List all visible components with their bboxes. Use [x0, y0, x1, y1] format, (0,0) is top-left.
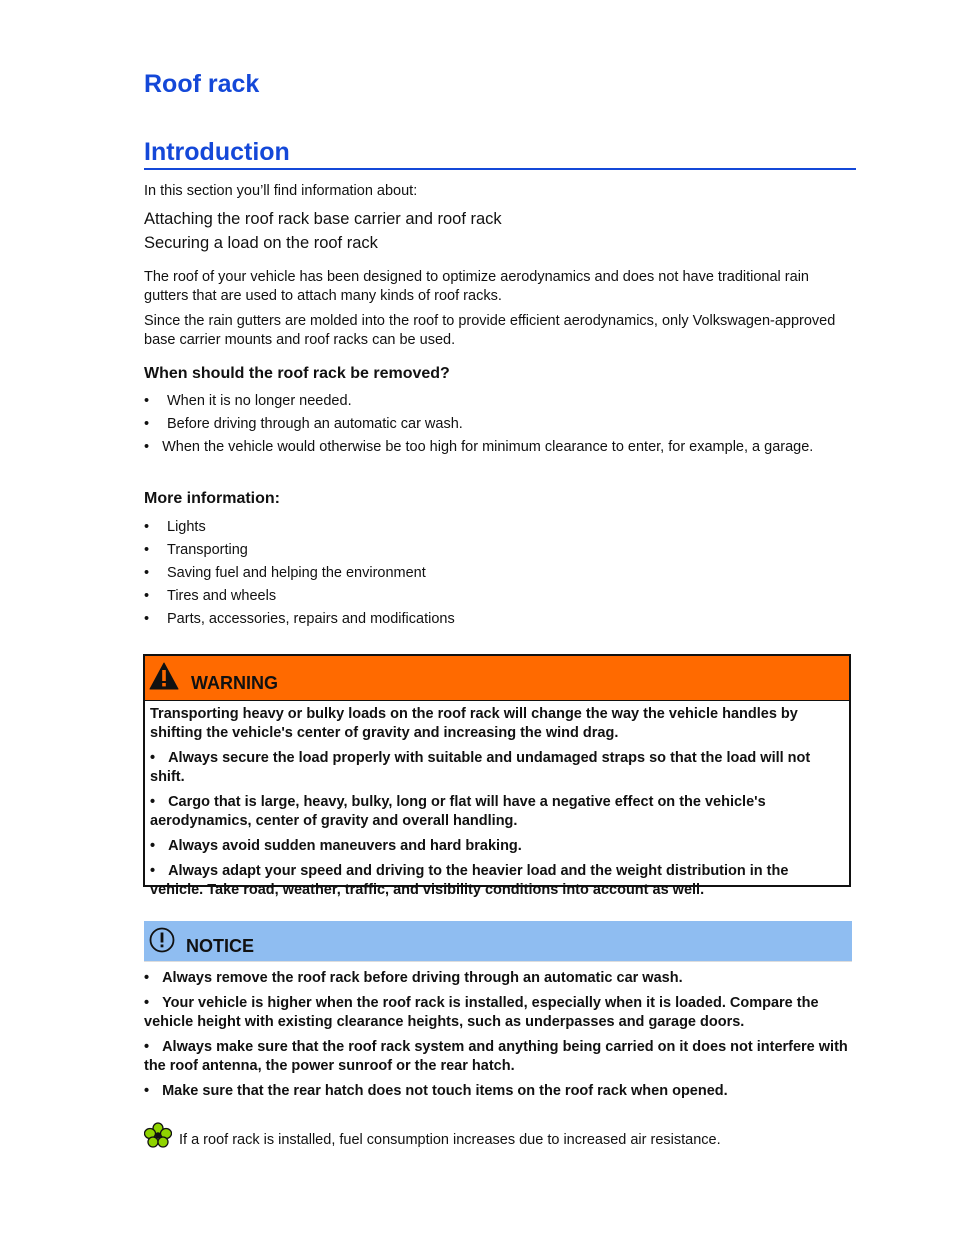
warning-header [145, 656, 849, 701]
more-info-link[interactable]: • Saving fuel and helping the environment [144, 565, 426, 581]
list-item: • When the vehicle would otherwise be too high for minimum clearance to enter, for example, a garage. [144, 439, 814, 455]
intro-text: In this section you’ll find information about: [144, 183, 418, 199]
section-title: Introduction [144, 138, 290, 166]
removal-list [144, 392, 844, 457]
list-item: • Always secure the load properly with suitable and undamaged straps so that the load will not shift. [150, 750, 811, 785]
notice-header [144, 921, 852, 962]
paragraph: Since the rain gutters are molded into the roof to provide efficient aerodynamics, only Volkswagen-approved base carrier mounts and roof racks can be used. [144, 313, 836, 348]
topic-link[interactable]: Attaching the roof rack base carrier and roof rack [144, 210, 502, 228]
list-item: • Cargo that is large, heavy, bulky, long or flat will have a negative effect on the vehicle's aerodynamics, center of gravity and overall handling. [150, 794, 766, 829]
list-item: • Before driving through an automatic car wash. [144, 416, 463, 432]
more-info-link[interactable]: • Parts, accessories, repairs and modifications [144, 611, 455, 627]
chapter-title: Roof rack [144, 70, 260, 98]
more-info-link[interactable]: • Tires and wheels [144, 588, 277, 604]
list-item: • Always avoid sudden maneuvers and hard braking. [150, 838, 522, 854]
paragraph: The roof of your vehicle has been designed to optimize aerodynamics and does not have traditional rain gutters that are used to attach many kinds of roof racks. [144, 269, 809, 304]
removal-heading: When should the roof rack be removed? [144, 365, 450, 382]
list-item: • When it is no longer needed. [144, 393, 352, 409]
more-info-link[interactable]: • Transporting [144, 542, 248, 558]
list-item: • Make sure that the rear hatch does not touch items on the roof rack when opened. [144, 1083, 728, 1099]
warning-title: WARNING [191, 673, 278, 693]
warning-body [145, 701, 849, 900]
list-item: • Always adapt your speed and driving to the heavier load and the weight distribution in the vehicle. Take road, weather, traffic, and visibility conditions into account as well. [150, 863, 789, 898]
notice-list [144, 969, 852, 1107]
list-item: • Always make sure that the roof rack system and anything being carried on it does not interfere with the roof antenna, the power sunroof or the rear hatch. [144, 1039, 848, 1074]
more-info-heading: More information: [144, 490, 280, 507]
tip-text: If a roof rack is installed, fuel consumption increases due to increased air resistance. [179, 1132, 721, 1148]
notice-title: NOTICE [186, 936, 255, 956]
more-info-link[interactable]: • Lights [144, 519, 206, 535]
exclamation-circle-icon [149, 927, 175, 953]
more-info-list [144, 518, 844, 629]
list-item: • Always remove the roof rack before driving through an automatic car wash. [144, 970, 683, 986]
list-item: • Your vehicle is higher when the roof rack is installed, especially when it is loaded. Compare the vehicle height with existing clearance heights, such as underpasses and garage doors. [144, 995, 819, 1030]
warning-lead: Transporting heavy or bulky loads on the roof rack will change the way the vehicle handles by shifting the vehicle's center of gravity and increasing the wind drag. [150, 706, 798, 741]
flower-icon [144, 1122, 172, 1148]
topic-link[interactable]: Securing a load on the roof rack [144, 234, 378, 252]
warning-box [143, 654, 851, 898]
warning-triangle-icon [149, 662, 179, 690]
section-rule [144, 168, 856, 170]
